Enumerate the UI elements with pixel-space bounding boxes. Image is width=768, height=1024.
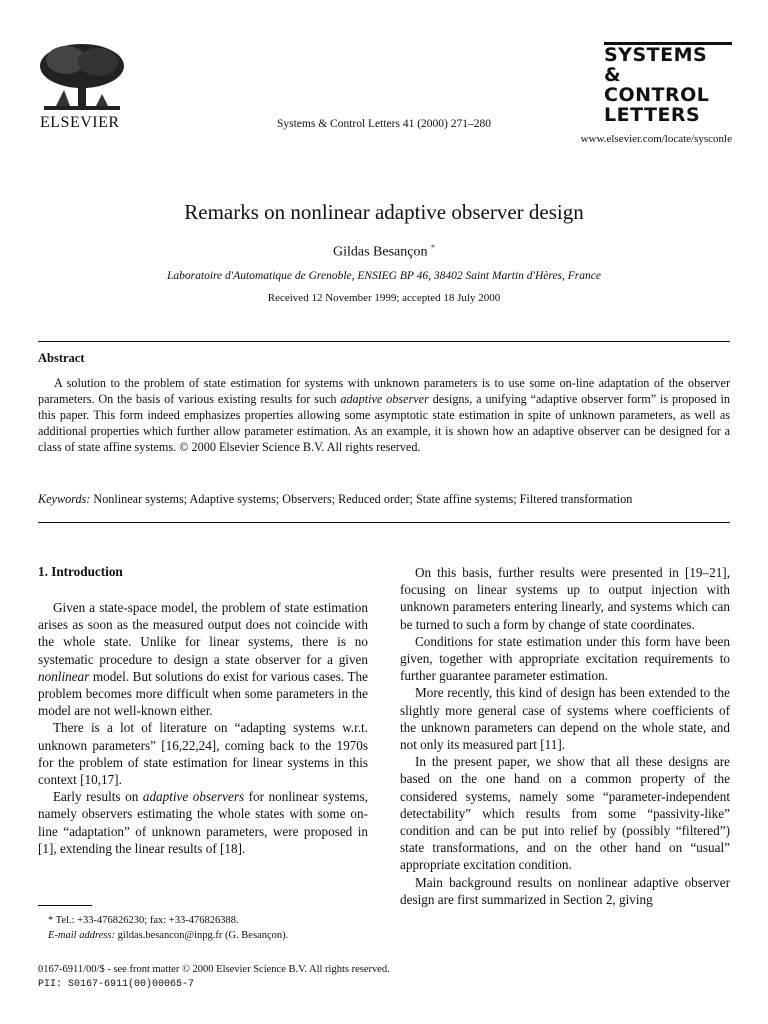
article-title: Remarks on nonlinear adaptive observer design [184, 200, 584, 224]
footnote-contact: * Tel.: +33-476826230; fax: +33-476826388. [48, 915, 239, 926]
paragraph: There is a lot of literature on “adapting systems w.r.t. unknown parameters” [16,22,24], coming back to the 1970s for the problem of state estimation for linear systems in this context [10,17]. [38, 720, 368, 788]
pii-line: PII: S0167-6911(00)00065-7 [38, 979, 195, 990]
journal-logo-line-1: SYSTEMS [604, 44, 708, 66]
paragraph: On this basis, further results were presented in [19–21], focusing on linear systems up to output injection with unknown parameters entering linearly, and systems which can be turned to such a form by change of state coordinates. [400, 565, 730, 632]
paragraph: Early results on adaptive observers for nonlinear systems, namely observers estimating the whole states with some on-line “adaptation” of unknown parameters, were proposed in [1], extending the linear results of [18]. [38, 789, 368, 856]
journal-logo-line-2: & CONTROL [604, 64, 710, 106]
author [0, 243, 768, 261]
abstract-bottom-rule [38, 522, 730, 523]
footnote-email: E-mail address: gildas.besancon@inpg.fr (G. Besançon). [48, 930, 289, 941]
keywords-label: Keywords: [38, 492, 91, 506]
section-heading-introduction: 1. Introduction [38, 564, 123, 579]
abstract-text: A solution to the problem of state estimation for systems with unknown parameters is to use some on-line adaptation of the observer parameters. On the basis of various existing results for such adaptive observer designs, a unifying “adaptive observer form” is proposed in this paper. This form indeed emphasizes properties allowing some asymptotic state estimation in spite of unknown parameters, as well as additional properties which further allow parameter estimation. As an example, it is shown how an adaptive observer can be designed for a class of state affine systems. © 2000 Elsevier Science B.V. All rights reserved. [38, 376, 730, 454]
paragraph: Main background results on nonlinear adaptive observer design are first summarized in Section 2, giving [400, 874, 730, 907]
copyright-block [38, 962, 390, 992]
journal-logo [604, 42, 732, 126]
paragraph: Conditions for state estimation under this form have been given, together with appropriate excitation requirements to further guarantee parameter estimation. [400, 633, 730, 684]
received-dates: Received 12 November 1999; accepted 18 July 2000 [267, 292, 501, 304]
footnote [38, 913, 288, 943]
left-column [38, 599, 368, 857]
keywords-list: Nonlinear systems; Adaptive systems; Observers; Reduced order; State affine systems; Filtered transformation [90, 492, 633, 506]
keywords [38, 492, 738, 507]
paragraph: More recently, this kind of design has been extended to the slightly more general case of systems where coefficients of the unknown parameters can depend on the whole state, and not only its measured part [11]. [400, 685, 730, 753]
journal-citation: Systems & Control Letters 41 (2000) 271–280 [276, 118, 491, 130]
abstract-heading: Abstract [38, 351, 85, 365]
publisher-name: ELSEVIER [40, 114, 120, 131]
right-column [400, 564, 730, 908]
author-footnote-mark[interactable]: * [430, 243, 435, 252]
elsevier-tree-logo [36, 40, 128, 114]
paragraph: Given a state-space model, the problem of state estimation arises as soon as the measured output does not coincide with the whole state. Unlike for linear systems, there is no systematic procedure to design a state observer for a given nonlinear model. But solutions do exist for various cases. The problem becomes more difficult when some parameters in the model are not well-known either. [38, 600, 368, 719]
paragraph: In the present paper, we show that all these designs are based on the one hand on a common property of the considered systems, namely some “parameter-independent detectability” which results from some “passivity-like” condition and can be put into relief by (possibly “filtered”) state transformations, and on the other hand on “usual” appropriate excitation condition. [400, 754, 730, 873]
journal-url[interactable]: www.elsevier.com/locate/sysconle [580, 133, 732, 145]
author-name: Gildas Besançon [333, 244, 428, 260]
footnote-rule [38, 905, 92, 906]
front-matter-line: 0167-6911/00/$ - see front matter © 2000 Elsevier Science B.V. All rights reserved. [38, 964, 390, 975]
affiliation: Laboratoire d'Automatique de Grenoble, ENSIEG BP 46, 38402 Saint Martin d'Hères, France [167, 270, 601, 282]
abstract-top-rule [38, 341, 730, 342]
journal-logo-line-3: LETTERS [604, 104, 701, 126]
